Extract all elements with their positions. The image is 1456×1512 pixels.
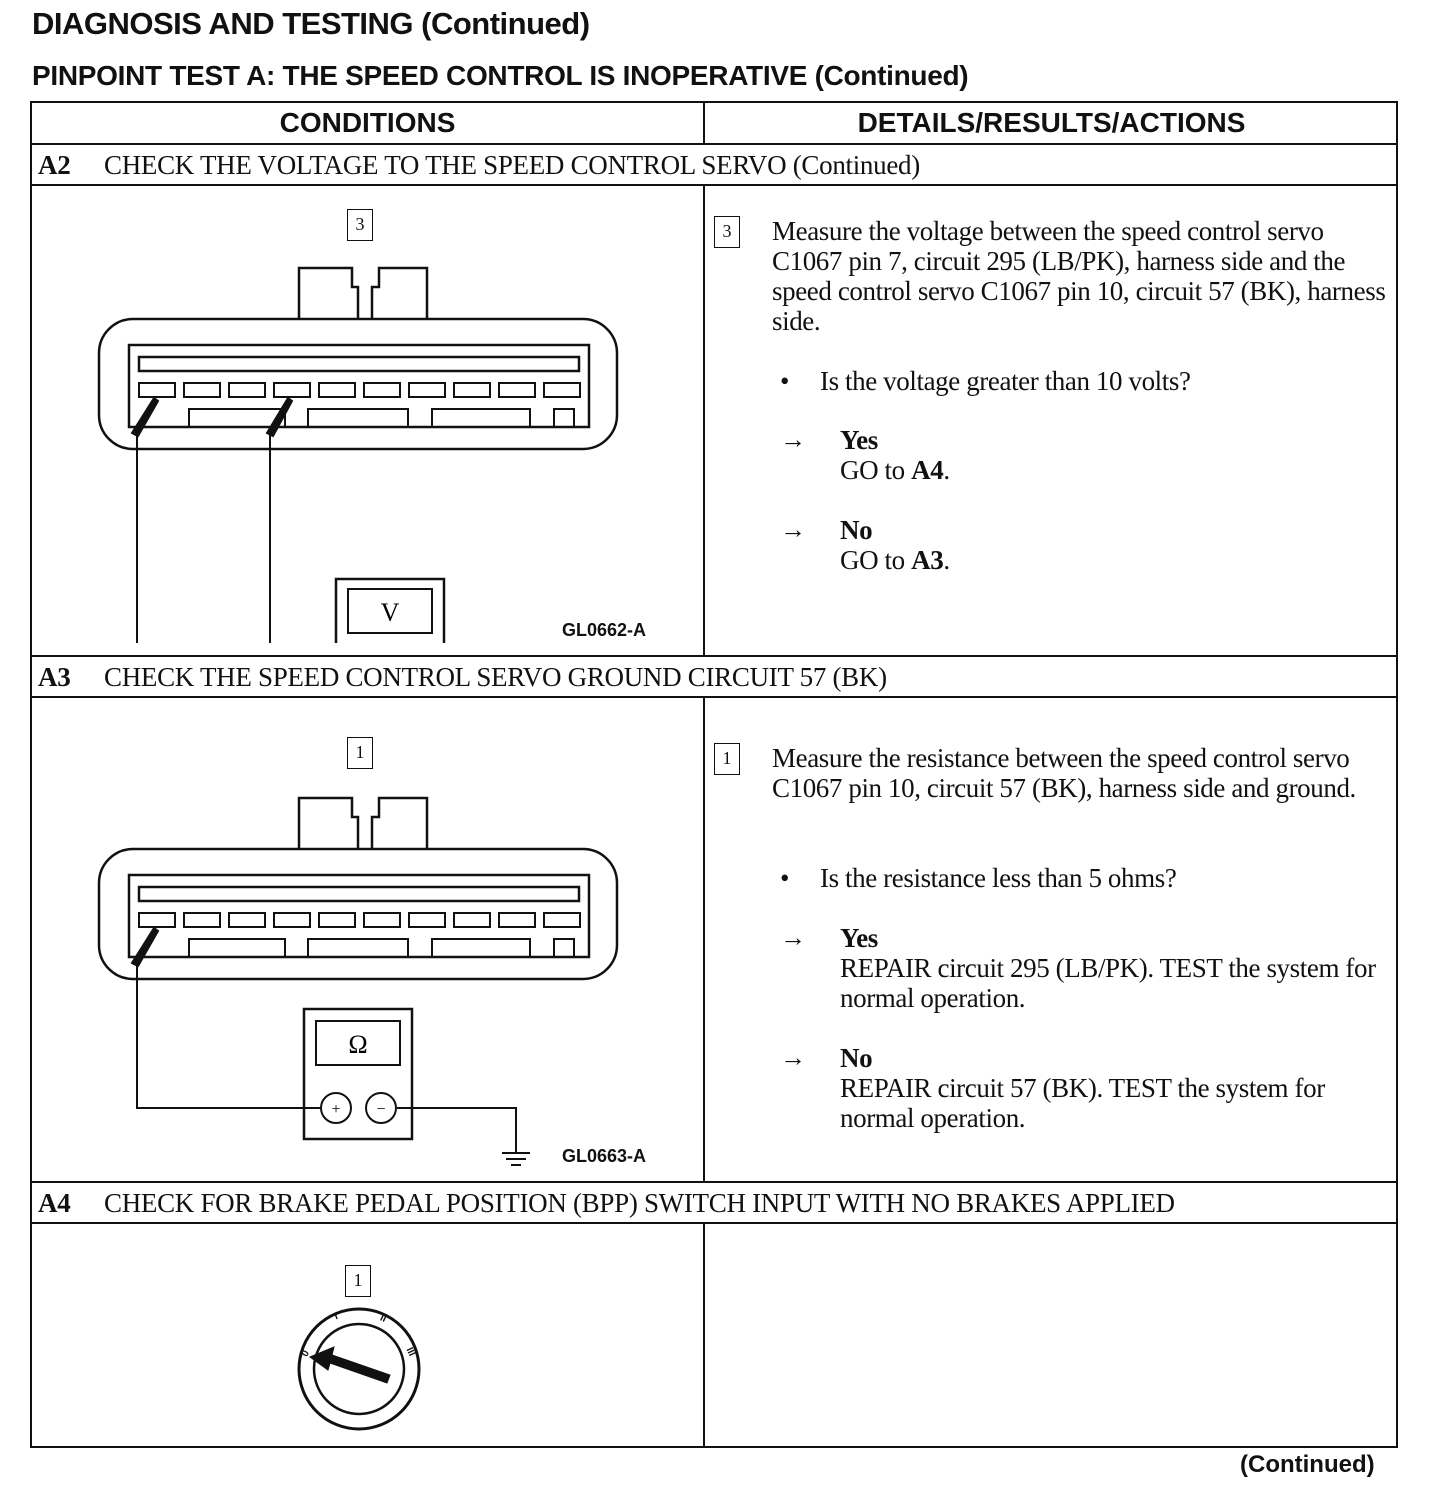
key-pointer-icon <box>310 1347 390 1383</box>
row-divider <box>32 655 1396 657</box>
page-title: DIAGNOSIS AND TESTING (Continued) <box>32 6 590 41</box>
answer-label: No <box>840 1043 873 1073</box>
row-divider <box>32 1222 1396 1224</box>
step-a3-instruction: Measure the resistance between the speed control servo C1067 pin 10, circuit 57 (BK), harness side and ground. <box>772 743 1356 803</box>
figure-step-number: 3 <box>347 209 373 241</box>
switch-position-off: 0 <box>299 1348 312 1359</box>
ground-lead-wire <box>397 1108 516 1153</box>
connector-latch-right <box>372 268 427 319</box>
pinpoint-test-table <box>30 101 1398 1448</box>
arrow-icon: → <box>780 923 806 952</box>
figure-step-number: 1 <box>345 1265 371 1297</box>
step-title: CHECK THE VOLTAGE TO THE SPEED CONTROL SERVO (Continued) <box>104 150 920 180</box>
step-id: A3 <box>38 662 71 692</box>
answer-label: Yes <box>840 425 878 455</box>
step-a3-question: Is the resistance less than 5 ohms? <box>820 863 1177 893</box>
detail-step-number: 1 <box>714 743 740 775</box>
detail-step-number: 3 <box>714 216 740 248</box>
step-a2-question: Is the voltage greater than 10 volts? <box>820 366 1191 396</box>
answer-action: GO to A3. <box>840 545 950 575</box>
switch-position-1: I <box>332 1311 340 1323</box>
minus-glyph: − <box>376 1101 386 1118</box>
details-column-header: DETAILS/RESULTS/ACTIONS <box>857 107 1246 138</box>
arrow-icon: → <box>780 1043 806 1072</box>
switch-position-2: II <box>378 1312 388 1325</box>
bullet: • <box>780 863 790 893</box>
figure-step-number: 1 <box>347 737 373 769</box>
ignition-switch-icon <box>294 1303 424 1433</box>
answer-label: Yes <box>840 923 878 953</box>
column-divider <box>703 1222 705 1448</box>
row-divider <box>32 696 1396 698</box>
page-subtitle: PINPOINT TEST A: THE SPEED CONTROL IS INOPERATIVE (Continued) <box>32 60 969 91</box>
meter-symbol: Ω <box>348 1030 368 1059</box>
step-title: CHECK FOR BRAKE PEDAL POSITION (BPP) SWITCH INPUT WITH NO BRAKES APPLIED <box>104 1188 1175 1218</box>
answer-action: GO to A4. <box>840 455 950 485</box>
header-divider <box>32 143 1396 145</box>
answer-no <box>840 515 1400 575</box>
step-a2-header <box>38 150 920 181</box>
switch-position-3: III <box>403 1345 418 1359</box>
row-divider <box>32 1181 1396 1183</box>
arrow-icon: → <box>780 515 806 544</box>
step-a2-instruction: Measure the voltage between the speed control servo C1067 pin 7, circuit 295 (LB/PK), harness side and the speed control servo C1067 pin 10, circuit 57 (BK), harness side. <box>772 216 1386 336</box>
step-a4-header <box>38 1188 1175 1219</box>
multimeter-body <box>304 1009 412 1139</box>
probe-icon <box>132 398 158 436</box>
probe-icon <box>267 398 292 436</box>
positive-lead-wire <box>270 433 352 643</box>
figure-code: GL0662-A <box>562 620 647 640</box>
answer-no <box>840 1043 1400 1133</box>
answer-action: REPAIR circuit 295 (LB/PK). TEST the system for normal operation. <box>840 953 1376 1013</box>
answer-yes <box>840 425 1400 485</box>
goto-target[interactable]: A4 <box>911 455 944 485</box>
voltage-measurement-diagram <box>92 263 632 643</box>
step-id: A2 <box>38 150 71 180</box>
answer-action: REPAIR circuit 57 (BK). TEST the system for normal operation. <box>840 1073 1325 1133</box>
bullet: • <box>780 366 790 396</box>
meter-symbol: V <box>380 598 400 627</box>
connector-body <box>99 849 617 979</box>
plus-glyph: + <box>331 1101 341 1118</box>
continued-footer: (Continued) <box>1240 1451 1375 1478</box>
column-divider <box>703 184 705 657</box>
positive-lead-wire <box>137 965 321 1108</box>
row-divider <box>32 184 1396 186</box>
figure-code: GL0663-A <box>562 1146 647 1166</box>
step-a3-header <box>38 662 887 693</box>
conditions-column-header: CONDITIONS <box>279 107 456 138</box>
arrow-icon: → <box>780 425 806 454</box>
step-id: A4 <box>38 1188 71 1218</box>
step-title: CHECK THE SPEED CONTROL SERVO GROUND CIRCUIT 57 (BK) <box>104 662 887 692</box>
answer-yes <box>840 923 1400 1013</box>
answer-label: No <box>840 515 873 545</box>
connector-latch-left <box>299 268 358 319</box>
column-divider <box>703 696 705 1183</box>
probe-icon <box>132 928 158 966</box>
ground-icon <box>502 1153 530 1165</box>
goto-target[interactable]: A3 <box>911 545 944 575</box>
resistance-measurement-diagram <box>92 793 632 1173</box>
connector-body <box>99 319 617 449</box>
